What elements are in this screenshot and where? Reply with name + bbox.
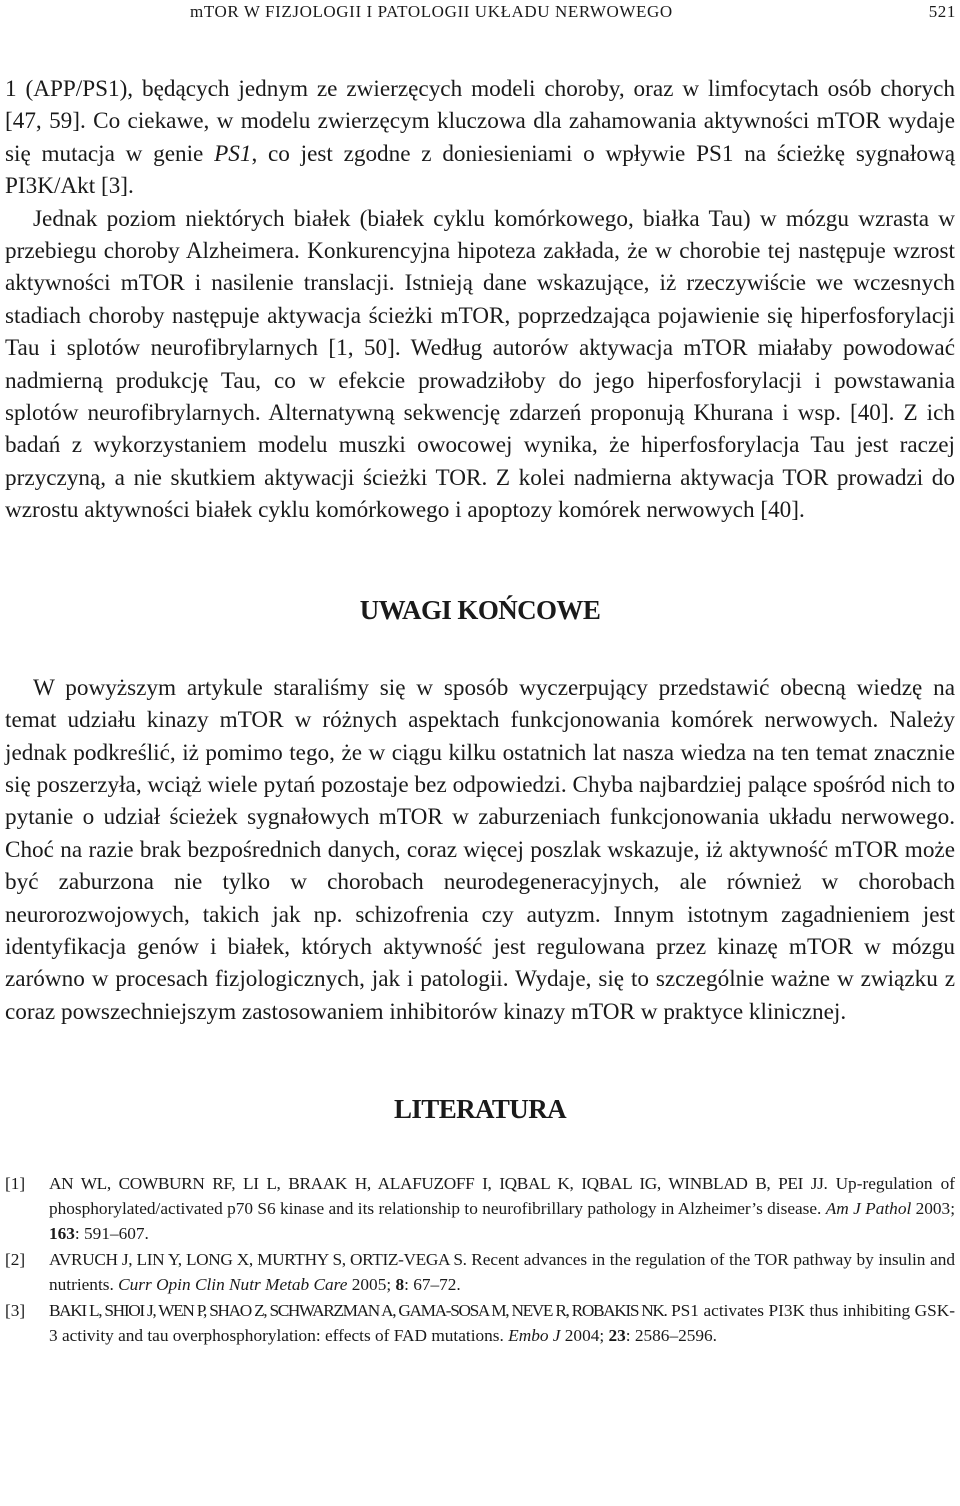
paragraph: Jednak poziom niektórych białek (białek cyklu komórkowego, białka Tau) w mózgu wzrasta w przebiegu choroby Alzheimera. Konkurencyjna hipoteza zakłada, że w chorobie tej następuje wzrost aktywności mTOR i nasilenie translacji. Istnieją dane wskazujące, iż rzeczywiście we wczesnych stadiach choroby następuje aktywacja ścieżki mTOR, poprzedzająca pojawienie się hiperfosforylacji Tau i splotów neurofibrylarnych [1, 50]. Według autorów aktywacja mTOR miałaby powodować nadmierną produkcję Tau, co w efekcie prowadziłoby do jego hiperfosforylacji i powstawania splotów neurofibrylarnych. Alternatywną sekwencję zdarzeń proponują Khurana i wsp. [40]. Z ich badań z wykorzystaniem modelu muszki owocowej wynika, że hiperfosforylacja Tau jest raczej przyczyną, a nie skutkiem aktywacji ścieżki TOR. Z kolei nadmierna aktywacja TOR prowadzi do wzrostu aktywności białek cyklu komórkowego i apoptozy komórek nerwowych [40]. bbox=[5, 205, 955, 524]
reference-number: [1] bbox=[5, 1174, 26, 1194]
reference-item: [1] AN WL, COWBURN RF, LI L, BRAAK H, ALAFUZOFF I, IQBAL K, IQBAL IG, WINBLAD B, PEI JJ. Up-regulation of phosphorylated/activated p70 S6 kinase and its relationship to neurofibrillary pathology in Alzheimer’s disease. Am J Pathol 2003; 163: 591–607. bbox=[5, 1171, 955, 1246]
reference-number: [2] bbox=[5, 1250, 26, 1270]
reference-title: Up-regulation of phosphorylated/activated p70 S6 kinase and its relationship to neurofibrillary pathology in Alzheimer’s disease. bbox=[49, 1174, 955, 1219]
section-heading-references: LITERATURA bbox=[393, 1094, 567, 1125]
reference-list bbox=[5, 1171, 955, 1348]
running-header bbox=[0, 0, 960, 26]
section-heading-conclusions: UWAGI KOŃCOWE bbox=[359, 594, 601, 625]
page-content bbox=[5, 73, 955, 1349]
reference-authors: BAKI L, SHIOI J, WEN P, SHAO Z, SCHWARZMAN A, GAMA-SOSA M, NEVE R, ROBAKIS NK. bbox=[49, 1301, 667, 1321]
reference-title: PS1 activates PI3K thus inhibiting GSK-3 activity and tau overphosphorylation: effects of FAD mutations. bbox=[49, 1301, 955, 1346]
reference-volume: 23 bbox=[608, 1326, 626, 1346]
reference-authors: AVRUCH J, LIN Y, LONG X, MURTHY S, ORTIZ-VEGA S. bbox=[49, 1250, 467, 1270]
reference-journal: Curr Opin Clin Nutr Metab Care bbox=[118, 1275, 348, 1295]
reference-volume: 8 bbox=[395, 1275, 405, 1295]
gene-name: PS1 bbox=[214, 140, 252, 167]
reference-item: [2] AVRUCH J, LIN Y, LONG X, MURTHY S, ORTIZ-VEGA S. Recent advances in the regulation of the TOR pathway by insulin and nutrients. Curr Opin Clin Nutr Metab Care 2005; 8: 67–72. bbox=[5, 1247, 955, 1297]
paragraph: W powyższym artykule staraliśmy się w sposób wyczerpujący przedstawić obecną wiedzę na temat udziału kinazy mTOR w różnych aspektach funkcjonowania komórek nerwowych. Należy jednak podkreślić, iż pomimo tego, że w ciągu kilku ostatnich lat nasza wiedza na ten temat znacznie się poszerzyła, wciąż wiele pytań pozostaje bez odpowiedzi. Chyba najbardziej palące spośród nich to pytanie o udział ścieżek sygnałowych mTOR w zaburzeniach funkcjonowania układu nerwowego. Choć na razie brak bezpośrednich danych, coraz więcej poszlak wskazuje, iż aktywność mTOR może być zaburzona nie tylko w chorobach neurodegeneracyjnych, ale również w chorobach neurorozwojowych, takich jak np. schizofrenia czy autyzm. Innym istotnym zagadnieniem jest identyfikacja genów i białek, których aktywność jest regulowana przez kinazę mTOR w mózgu zarówno w procesach fizjologicznych, jak i patologii. Wydaje, się to szczególnie ważne w związku z coraz powszechniejszym zastosowaniem inhibitorów kinazy mTOR w praktyce klinicznej. bbox=[5, 674, 955, 1025]
running-title: mTOR W FIZJOLOGII I PATOLOGII UKŁADU NERWOWEGO bbox=[190, 2, 673, 21]
page-number: 521 bbox=[928, 2, 956, 21]
reference-journal: Embo J bbox=[508, 1326, 561, 1346]
paragraph-continuation: 1 (APP/PS1), będących jednym ze zwierzęcych modeli choroby, oraz w limfocytach osób chorych [47, 59]. Co ciekawe, w modelu zwierzęcym kluczowa dla zahamowania aktywności mTOR wydaje się mutacja w genie PS1, co jest zgodne z doniesieniami o wpływie PS1 na ścieżkę sygnałową PI3K/Akt [3]. bbox=[5, 76, 955, 200]
reference-item: [3] BAKI L, SHIOI J, WEN P, SHAO Z, SCHWARZMAN A, GAMA-SOSA M, NEVE R, ROBAKIS NK. PS1 activates PI3K thus inhibiting GSK-3 activity and tau overphosphorylation: effects of FAD mutations. Embo J 2004; 23: 2586–2596. bbox=[5, 1298, 955, 1348]
reference-title: Recent advances in the regulation of the TOR pathway by insulin and nutrients. bbox=[49, 1250, 955, 1295]
reference-journal: Am J Pathol bbox=[825, 1199, 912, 1219]
reference-number: [3] bbox=[5, 1301, 26, 1321]
reference-volume: 163 bbox=[49, 1224, 75, 1244]
reference-authors: AN WL, COWBURN RF, LI L, BRAAK H, ALAFUZOFF I, IQBAL K, IQBAL IG, WINBLAD B, PEI JJ. bbox=[49, 1174, 828, 1194]
conclusions-text bbox=[5, 672, 955, 1028]
continuation-text bbox=[5, 73, 955, 527]
